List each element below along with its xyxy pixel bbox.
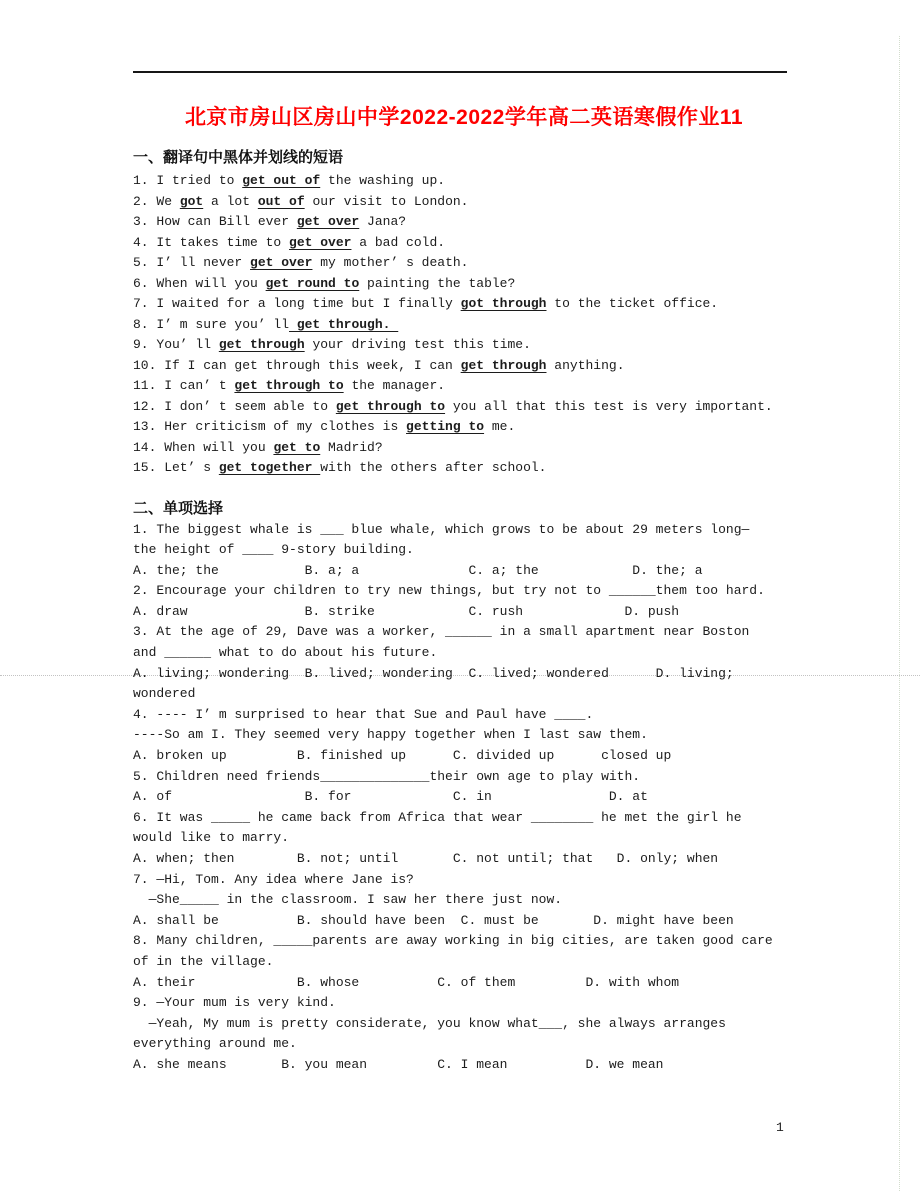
section2-heading: 二、单项选择 [133, 499, 224, 517]
question-line: 8. Many children, _____parents are away working in big cities, are taken good care [133, 933, 773, 949]
list-item [133, 274, 795, 295]
sentence-text: 12. I don’ t seem able to [133, 398, 336, 414]
underlined-phrase: out of [257, 193, 305, 209]
sentence-text: 15. Let’ s [133, 460, 219, 475]
option-line: A. broken up B. finished up C. divided up closed up [133, 748, 672, 764]
sentence-text: 14. When will you [133, 439, 274, 455]
sentence-text: 4. It takes time to [133, 234, 290, 250]
underlined-phrase: get over [296, 214, 360, 229]
question-line: 6. It was _____ he came back from Africa that wear ________ he met the girl he [133, 809, 742, 825]
sentence-text: to the ticket office. [546, 296, 719, 311]
option-line: A. she means B. you mean C. I mean D. we mean [133, 1056, 664, 1072]
option-line: A. living; wondering B. lived; wondering C. lived; wondered D. living; [133, 665, 734, 681]
sentence-text: painting the table? [359, 275, 516, 291]
sentence-text: a bad cold. [351, 234, 446, 250]
sentence-text: my mother’ s death. [312, 255, 469, 270]
question-line: —She_____ in the classroom. I saw her there just now. [133, 892, 563, 908]
sentence-text: 2. We [133, 193, 180, 209]
sentence-text: 11. I can’ t [133, 378, 235, 393]
sentence-text: anything. [546, 357, 625, 373]
sentence-text: 8. I’ m sure you’ ll [133, 316, 290, 332]
sentence-text: 9. You’ ll [133, 337, 219, 352]
underlined-phrase: got [179, 193, 204, 209]
sentence-text: you all that this test is very important. [445, 398, 773, 414]
underlined-phrase: get through [218, 337, 305, 352]
list-item [133, 233, 795, 254]
list-item [133, 458, 795, 479]
option-line: A. their B. whose C. of them D. with whom [133, 974, 680, 990]
sentence-text: 7. I waited for a long time but I finally [133, 296, 461, 311]
question-line: 3. At the age of 29, Dave was a worker, ______ in a small apartment near Boston [133, 624, 750, 640]
question-line: 1. The biggest whale is ___ blue whale, which grows to be about 29 meters long— [133, 521, 750, 537]
underlined-phrase: get out of [242, 173, 321, 188]
sentence-text: 6. When will you [133, 275, 266, 291]
option-line: A. of B. for C. in D. at [133, 789, 648, 805]
page-title: 北京市房山区房山中学2022-2022学年高二英语寒假作业11 [184, 106, 744, 129]
list-item [133, 417, 795, 438]
section1-items [133, 171, 795, 479]
underlined-phrase: get together [218, 460, 321, 475]
sentence-text: me. [484, 419, 516, 434]
sentence-text: the manager. [343, 378, 446, 393]
question-line: and ______ what to do about his future. [133, 645, 438, 661]
question-line: 2. Encourage your children to try new things, but try not to ______them too hard. [133, 583, 765, 599]
list-item [133, 192, 795, 213]
underlined-phrase: getting to [406, 419, 485, 434]
section2-questions [133, 520, 795, 1076]
list-item [133, 356, 795, 377]
option-line: wondered [133, 686, 196, 702]
option-line: A. when; then B. not; until C. not until; that D. only; when [133, 851, 719, 866]
sentence-text: 3. How can Bill ever [133, 214, 297, 229]
underlined-phrase: get over [289, 234, 352, 250]
sentence-text: a lot [203, 193, 258, 209]
underlined-phrase: get over [250, 255, 313, 270]
list-item [133, 212, 795, 233]
sentence-text: 10. If I can get through this week, I can [133, 357, 461, 373]
list-item [133, 376, 795, 397]
underlined-phrase: get to [273, 439, 321, 455]
list-item [133, 438, 795, 459]
page-number: 1 [776, 1120, 784, 1135]
sentence-text: Jana? [359, 214, 407, 229]
question-line: ----So am I. They seemed very happy together when I last saw them. [133, 727, 648, 743]
list-item [133, 335, 795, 356]
list-item [133, 315, 795, 336]
question-line: everything around me. [133, 1036, 297, 1052]
option-line: A. shall be B. should have been C. must be D. might have been [133, 912, 734, 928]
question-line: the height of ____ 9-story building. [133, 542, 414, 558]
underlined-phrase: got through [460, 296, 547, 311]
underlined-phrase: get round to [265, 275, 360, 291]
sentence-text: our visit to London. [304, 193, 469, 209]
question-line: would like to marry. [133, 830, 290, 846]
question-line: 5. Children need friends______________their own age to play with. [133, 768, 641, 784]
option-line: A. the; the B. a; a C. a; the D. the; a [133, 562, 703, 578]
question-line: of in the village. [133, 953, 274, 969]
underlined-phrase: get through. [289, 316, 399, 332]
list-item [133, 171, 795, 192]
sentence-text: with the others after school. [320, 460, 547, 475]
question-line: 7. —Hi, Tom. Any idea where Jane is? [133, 871, 414, 887]
sentence-text: 5. I’ ll never [133, 255, 251, 270]
list-item [133, 294, 795, 315]
sentence-text: the washing up. [320, 173, 446, 188]
question-line: 9. —Your mum is very kind. [133, 995, 336, 1011]
underlined-phrase: get through to [234, 378, 344, 393]
underlined-phrase: get through [460, 357, 547, 373]
sentence-text: 1. I tried to [133, 173, 243, 188]
sentence-text: Madrid? [320, 439, 383, 455]
sentence-text: 13. Her criticism of my clothes is [133, 419, 407, 434]
sentence-text: your driving test this time. [304, 337, 531, 352]
list-item [133, 253, 795, 274]
question-line: 4. ---- I’ m surprised to hear that Sue and Paul have ____. [133, 706, 594, 722]
list-item [133, 397, 795, 418]
option-line: A. draw B. strike C. rush D. push [133, 603, 680, 619]
question-line: —Yeah, My mum is pretty considerate, you know what___, she always arranges [133, 1015, 726, 1031]
underlined-phrase: get through to [335, 398, 446, 414]
section1-heading: 一、翻译句中黑体并划线的短语 [133, 149, 344, 166]
